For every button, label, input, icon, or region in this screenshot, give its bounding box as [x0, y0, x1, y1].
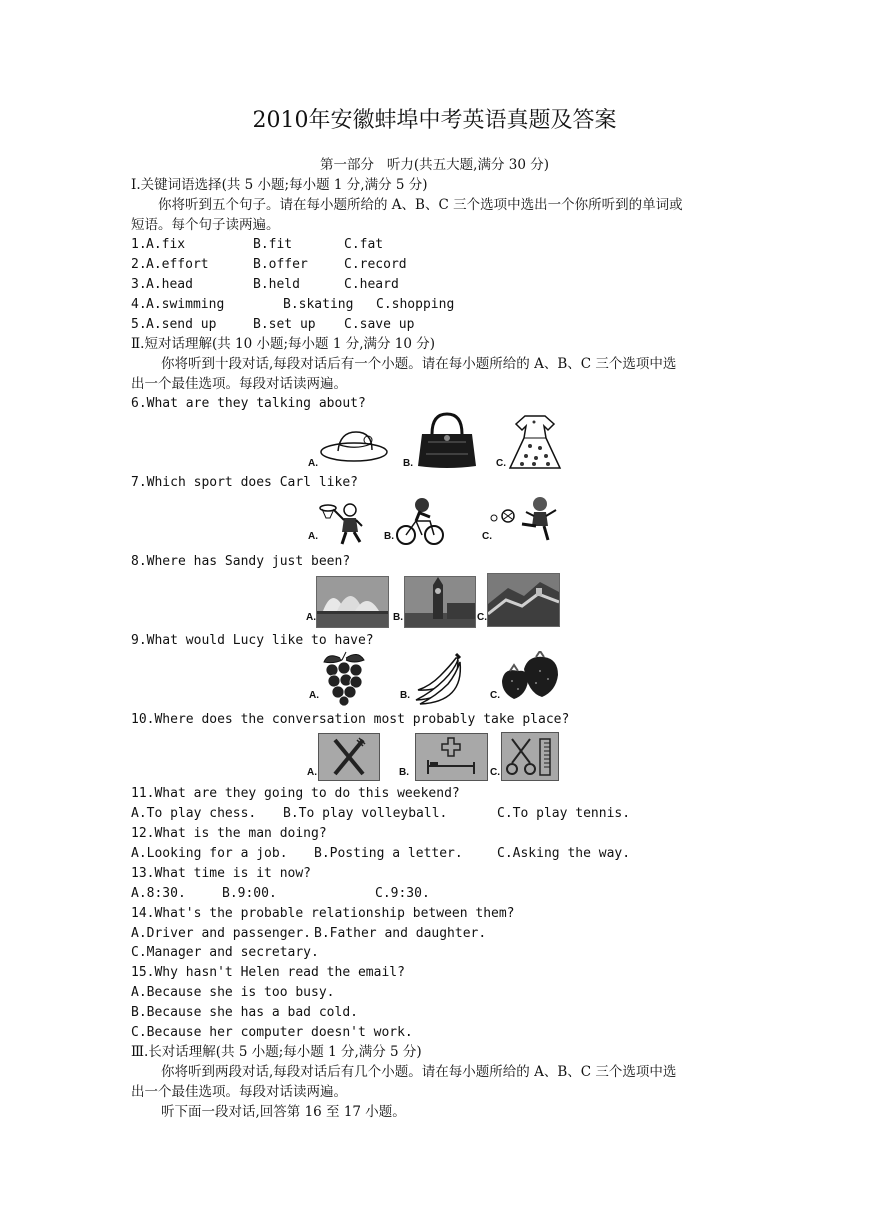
barber-sign-icon — [501, 732, 559, 781]
restaurant-sign-icon — [318, 733, 380, 781]
question-6: 6.What are they talking about? — [131, 396, 366, 411]
option-c-label: C. — [496, 458, 506, 469]
option-b: B.skating — [283, 297, 354, 312]
option-c: C.Manager and secretary. — [131, 945, 319, 960]
option-c-label: C. — [490, 690, 500, 701]
grapes-icon — [320, 650, 368, 706]
option-a: A.Because she is too busy. — [131, 985, 335, 1000]
section3-instruction: 你将听到两段对话,每段对话后有几个小题。请在每小题所给的 A、B、C 三个选项中选 — [161, 1064, 677, 1080]
section1-instruction: 你将听到五个句子。请在每小题所给的 A、B、C 三个选项中选出一个你所听到的单词或 — [158, 197, 683, 213]
option-b-label: B. — [399, 767, 409, 778]
option-b-label: B. — [400, 690, 410, 701]
section2-instruction: 你将听到十段对话,每段对话后有一个小题。请在每小题所给的 A、B、C 三个选项中选 — [161, 356, 677, 372]
option-a: A.effort — [146, 257, 209, 272]
option-b: B.Father and daughter. — [314, 926, 487, 941]
option-c: C.heard — [344, 277, 399, 292]
option-a-label: A. — [308, 458, 318, 469]
strawberries-icon — [500, 651, 560, 701]
hospital-sign-icon — [415, 733, 488, 781]
option-a: A.Looking for a job. — [131, 846, 288, 861]
item-number: 5. — [131, 317, 147, 332]
option-c: C.To play tennis. — [497, 806, 631, 821]
basketball-player-icon — [318, 496, 368, 546]
great-wall-photo — [487, 573, 560, 627]
question-10: 10.Where does the conversation most probably take place? — [131, 712, 570, 727]
section1-heading: Ⅰ.关键词语选择(共 5 小题;每小题 1 分,满分 5 分) — [131, 177, 428, 193]
option-c: C.Because her computer doesn't work. — [131, 1025, 413, 1040]
option-c: C.record — [344, 257, 407, 272]
option-a-label: A. — [308, 531, 318, 542]
option-a: A.8:30. — [131, 886, 186, 901]
big-ben-photo — [404, 576, 476, 628]
option-c-label: C. — [482, 531, 492, 542]
question-7: 7.Which sport does Carl like? — [131, 475, 358, 490]
option-c-label: C. — [477, 612, 487, 623]
option-b: B.held — [253, 277, 300, 292]
question-14: 14.What's the probable relationship between them? — [131, 906, 515, 921]
item-number: 2. — [131, 257, 147, 272]
question-11: 11.What are they going to do this weekend? — [131, 786, 460, 801]
option-a: A.fix — [146, 237, 186, 252]
option-a-label: A. — [307, 767, 317, 778]
option-a-label: A. — [306, 612, 316, 623]
option-b: B.Posting a letter. — [314, 846, 463, 861]
option-b-label: B. — [384, 531, 394, 542]
option-a: A.head — [146, 277, 193, 292]
option-b-label: B. — [393, 612, 403, 623]
option-c: C.save up — [344, 317, 415, 332]
item-number: 4. — [131, 297, 147, 312]
section2-instruction-cont: 出一个最佳选项。每段对话读两遍。 — [131, 376, 347, 392]
option-a: A.send up — [146, 317, 217, 332]
section3-heading: Ⅲ.长对话理解(共 5 小题;每小题 1 分,满分 5 分) — [131, 1044, 422, 1060]
section3-instruction-cont: 出一个最佳选项。每段对话读两遍。 — [131, 1084, 347, 1100]
item-number: 3. — [131, 277, 147, 292]
hat-icon — [318, 428, 390, 464]
question-12: 12.What is the man doing? — [131, 826, 327, 841]
question-15: 15.Why hasn't Helen read the email? — [131, 965, 405, 980]
option-c: C.Asking the way. — [497, 846, 631, 861]
cyclist-icon — [396, 495, 444, 547]
section2-heading: Ⅱ.短对话理解(共 10 小题;每小题 1 分,满分 10 分) — [131, 336, 436, 352]
question-8: 8.Where has Sandy just been? — [131, 554, 351, 569]
option-b-label: B. — [403, 458, 413, 469]
option-a-label: A. — [309, 690, 319, 701]
option-a: A.Driver and passenger. — [131, 926, 312, 941]
page-title: 2010年安徽蚌埠中考英语真题及答案 — [252, 108, 617, 133]
question-13: 13.What time is it now? — [131, 866, 312, 881]
question-9: 9.What would Lucy like to have? — [131, 633, 374, 648]
option-c: C.shopping — [376, 297, 455, 312]
option-c-label: C. — [490, 767, 500, 778]
option-b: B.set up — [253, 317, 316, 332]
item-number: 1. — [131, 237, 147, 252]
section1-instruction-cont: 短语。每个句子读两遍。 — [131, 217, 280, 233]
option-b: B.9:00. — [222, 886, 277, 901]
soccer-player-icon — [488, 494, 562, 542]
option-c: C.9:30. — [375, 886, 430, 901]
option-b: B.Because she has a bad cold. — [131, 1005, 358, 1020]
sydney-opera-house-photo — [316, 576, 389, 628]
handbag-icon — [416, 412, 478, 470]
section3-subinstruction: 听下面一段对话,回答第 16 至 17 小题。 — [161, 1104, 406, 1120]
option-b: B.fit — [253, 237, 293, 252]
dress-icon — [508, 414, 562, 472]
option-a: A.To play chess. — [131, 806, 257, 821]
bananas-icon — [410, 652, 466, 706]
option-c: C.fat — [344, 237, 384, 252]
option-b: B.offer — [253, 257, 308, 272]
part-header: 第一部分 听力(共五大题,满分 30 分) — [320, 157, 549, 173]
option-b: B.To play volleyball. — [283, 806, 448, 821]
option-a: A.swimming — [146, 297, 225, 312]
